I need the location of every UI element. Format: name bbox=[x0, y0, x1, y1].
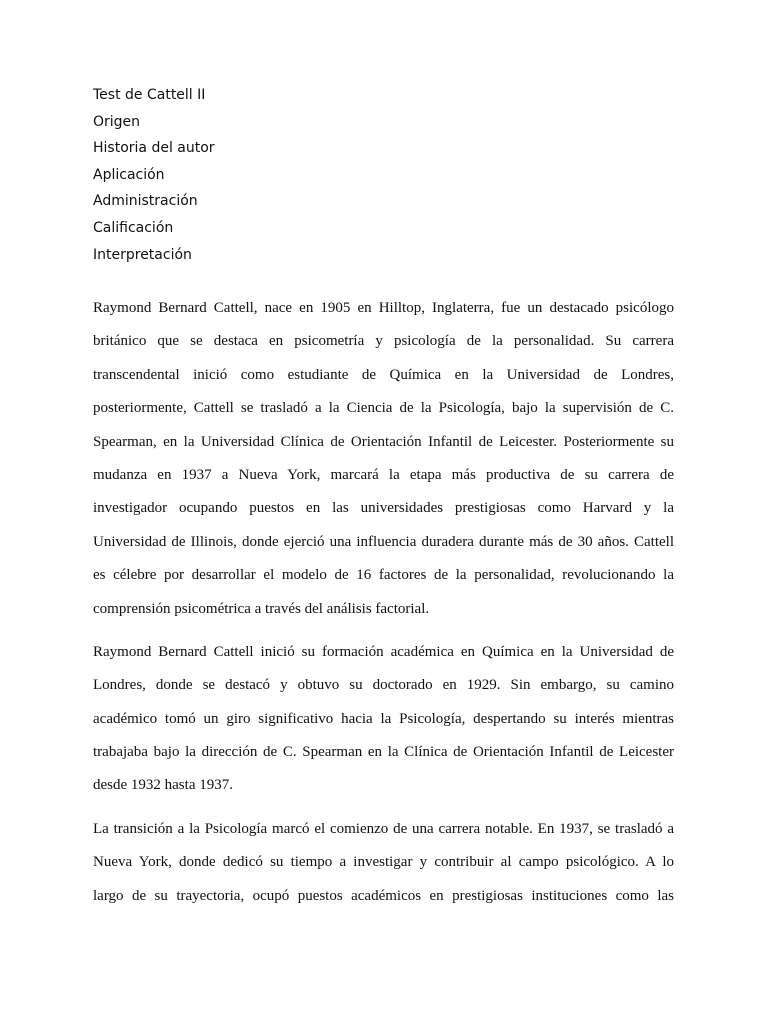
paragraph-line: mudanza en 1937 a Nueva York, marcará la etapa más productiva de su carrera de bbox=[93, 466, 674, 483]
body-text bbox=[93, 292, 674, 913]
paragraph-spacer bbox=[93, 803, 674, 813]
paragraph-line: largo de su trayectoria, ocupó puestos académicos en prestigiosas instituciones como las bbox=[93, 887, 674, 904]
paragraph-line: transcendental inició como estudiante de Química en la Universidad de Londres, bbox=[93, 366, 674, 383]
toc-item-historia: Historia del autor bbox=[93, 140, 215, 157]
paragraph-spacer bbox=[93, 626, 674, 636]
paragraph-line: desde 1932 hasta 1937. bbox=[93, 777, 233, 794]
paragraph-line: comprensión psicométrica a través del análisis factorial. bbox=[93, 600, 430, 617]
toc-item-origen: Origen bbox=[93, 113, 141, 130]
paragraph-line: investigador ocupando puestos en las universidades prestigiosas como Harvard y la bbox=[93, 500, 674, 517]
paragraph-line: Nueva York, donde dedicó su tiempo a investigar y contribuir al campo psicológico. A lo bbox=[93, 854, 674, 871]
toc-item-aplicacion: Aplicación bbox=[93, 166, 165, 183]
paragraph-3 bbox=[93, 813, 674, 913]
paragraph-line: trabajaba bajo la dirección de C. Spearman en la Clínica de Orientación Infantil de Leicester bbox=[93, 744, 674, 761]
paragraph-line: Universidad de Illinois, donde ejerció una influencia duradera durante más de 30 años. Cattell bbox=[93, 533, 674, 550]
paragraph-line: Londres, donde se destacó y obtuvo su doctorado en 1929. Sin embargo, su camino bbox=[93, 677, 674, 694]
paragraph-line: Spearman, en la Universidad Clínica de Orientación Infantil de Leicester. Posteriormente su bbox=[93, 433, 674, 450]
paragraph-line: Raymond Bernard Cattell inició su formación académica en Química en la Universidad de bbox=[93, 643, 674, 660]
toc-item-calificacion: Calificación bbox=[93, 219, 174, 236]
paragraph-line: posteriormente, Cattell se trasladó a la Ciencia de la Psicología, bajo la supervisión de C. bbox=[93, 400, 674, 417]
paragraph-line: académico tomó un giro significativo hacia la Psicología, despertando su interés mientras bbox=[93, 710, 674, 727]
toc-item-title: Test de Cattell II bbox=[93, 87, 206, 103]
table-of-contents bbox=[93, 85, 393, 271]
paragraph-line: La transición a la Psicología marcó el comienzo de una carrera notable. En 1937, se trasladó a bbox=[93, 820, 674, 837]
paragraph-1 bbox=[93, 292, 674, 626]
toc-item-interpretacion: Interpretación bbox=[93, 246, 192, 263]
paragraph-line: Raymond Bernard Cattell, nace en 1905 en Hilltop, Inglaterra, fue un destacado psicólogo bbox=[93, 300, 674, 316]
toc-item-administracion: Administración bbox=[93, 193, 198, 210]
paragraph-2 bbox=[93, 636, 674, 803]
paragraph-line: británico que se destaca en psicometría y psicología de la personalidad. Su carrera bbox=[93, 333, 674, 350]
paragraph-line: es célebre por desarrollar el modelo de 16 factores de la personalidad, revolucionando la bbox=[93, 567, 674, 584]
